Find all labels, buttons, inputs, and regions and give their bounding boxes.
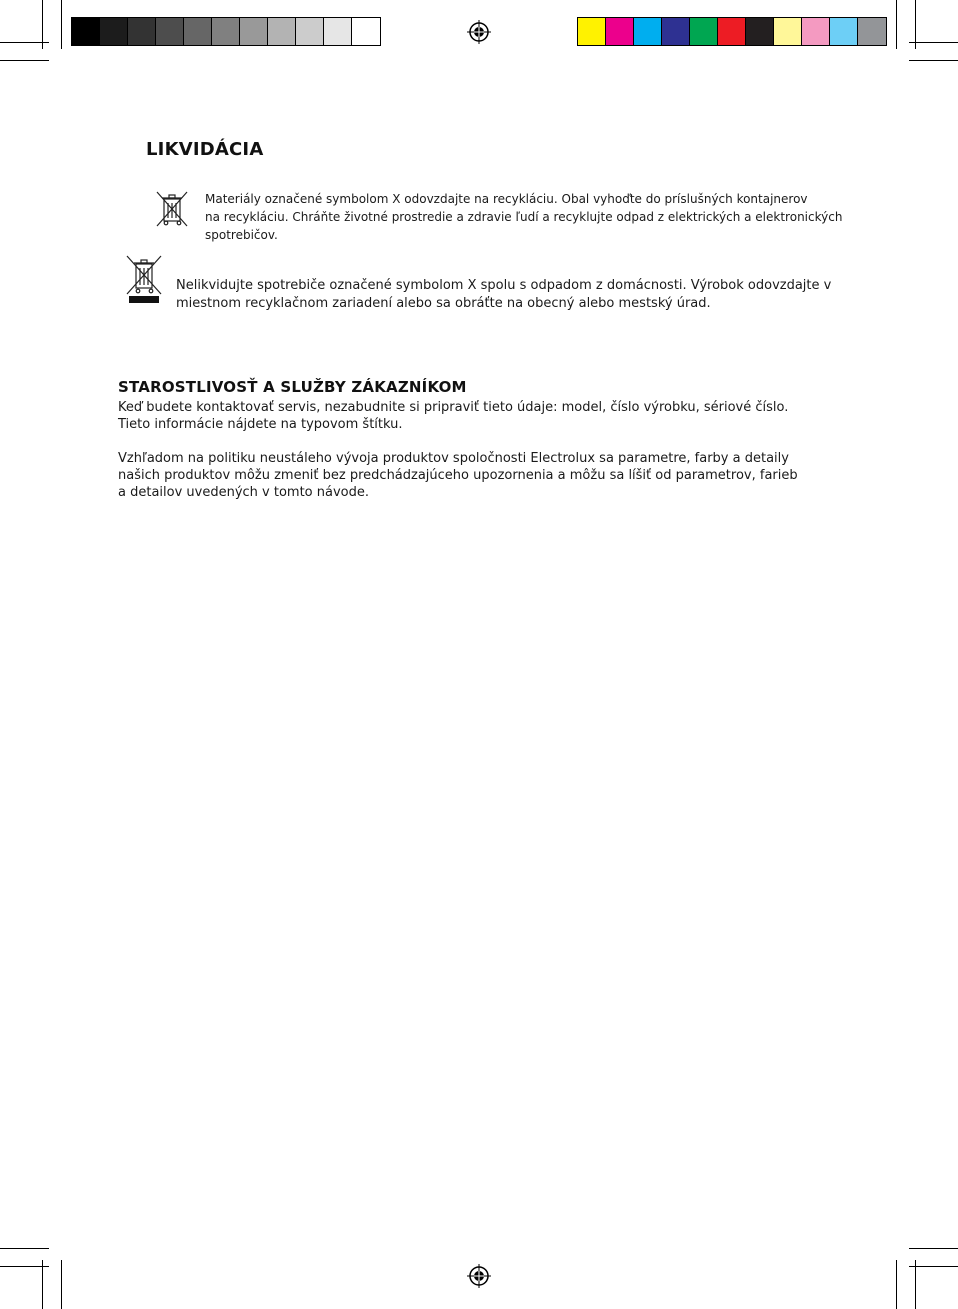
grayscale-color-bar [71, 17, 381, 46]
color-swatch [662, 18, 690, 45]
text-line: Vzhľadom na politiku neustáleho vývoja produktov spoločnosti Electrolux sa parametre, farby a detaily [118, 451, 789, 466]
gray-swatch [156, 18, 184, 45]
crop-mark [61, 0, 62, 49]
gray-swatch [324, 18, 352, 45]
color-swatch [830, 18, 858, 45]
crop-mark [0, 1248, 49, 1249]
crossed-bin-icon [154, 190, 190, 228]
gray-swatch [184, 18, 212, 45]
gray-swatch [268, 18, 296, 45]
gray-swatch [212, 18, 240, 45]
disposal-title: LIKVIDÁCIA [146, 139, 264, 160]
crop-mark [42, 1260, 43, 1309]
crop-mark [896, 1260, 897, 1309]
text-line: Keď budete kontaktovať servis, nezabudnite si pripraviť tieto údaje: model, číslo výrobku, sériové číslo. [118, 400, 789, 415]
crop-mark [896, 0, 897, 49]
weee-bin-icon [125, 254, 163, 306]
text-line: Materiály označené symbolom X odovzdajte na recykláciu. Obal vyhoďte do príslušných kontajnerov [205, 192, 808, 206]
crop-mark [42, 0, 43, 49]
packaging-disposal-paragraph [205, 190, 855, 244]
color-swatch [606, 18, 634, 45]
text-line: na recykláciu. Chráňte životné prostredie a zdravie ľudí a recyklujte odpad z elektrických a elektronických [205, 210, 843, 224]
crop-mark [909, 42, 958, 43]
color-swatch [802, 18, 830, 45]
policy-paragraph [118, 450, 878, 501]
crop-mark [909, 60, 958, 61]
crop-mark [915, 0, 916, 49]
gray-swatch [240, 18, 268, 45]
gray-swatch [296, 18, 324, 45]
appliance-disposal-paragraph [176, 277, 876, 313]
registration-mark-icon [467, 20, 491, 44]
text-line: Nelikvidujte spotrebiče označené symbolom X spolu s odpadom z domácnosti. Výrobok odovzdajte v [176, 278, 832, 293]
gray-swatch [352, 18, 380, 45]
color-swatch [634, 18, 662, 45]
color-swatch [774, 18, 802, 45]
registration-mark-icon [467, 1264, 491, 1288]
text-line: našich produktov môžu zmeniť bez predchádzajúceho upozornenia a môžu sa líšiť od parametrov, farieb [118, 468, 798, 483]
text-line: miestnom recyklačnom zariadení alebo sa obráťte na obecný alebo mestský úrad. [176, 296, 711, 311]
gray-swatch [100, 18, 128, 45]
color-swatch [718, 18, 746, 45]
crop-mark [909, 1248, 958, 1249]
text-line: Tieto informácie nájdete na typovom štítku. [118, 417, 403, 432]
color-swatch [746, 18, 774, 45]
color-swatch [858, 18, 886, 45]
crop-mark [909, 1266, 958, 1267]
gray-swatch [128, 18, 156, 45]
color-swatch [690, 18, 718, 45]
text-line: spotrebičov. [205, 228, 278, 242]
crop-mark [915, 1260, 916, 1309]
customer-care-title: STAROSTLIVOSŤ A SLUŽBY ZÁKAZNÍKOM [118, 378, 467, 396]
contact-paragraph [118, 399, 878, 433]
gray-swatch [72, 18, 100, 45]
text-line: a detailov uvedených v tomto návode. [118, 485, 370, 500]
color-swatch [578, 18, 606, 45]
process-color-bar [577, 17, 887, 46]
crop-mark [0, 60, 49, 61]
crop-mark [61, 1260, 62, 1309]
